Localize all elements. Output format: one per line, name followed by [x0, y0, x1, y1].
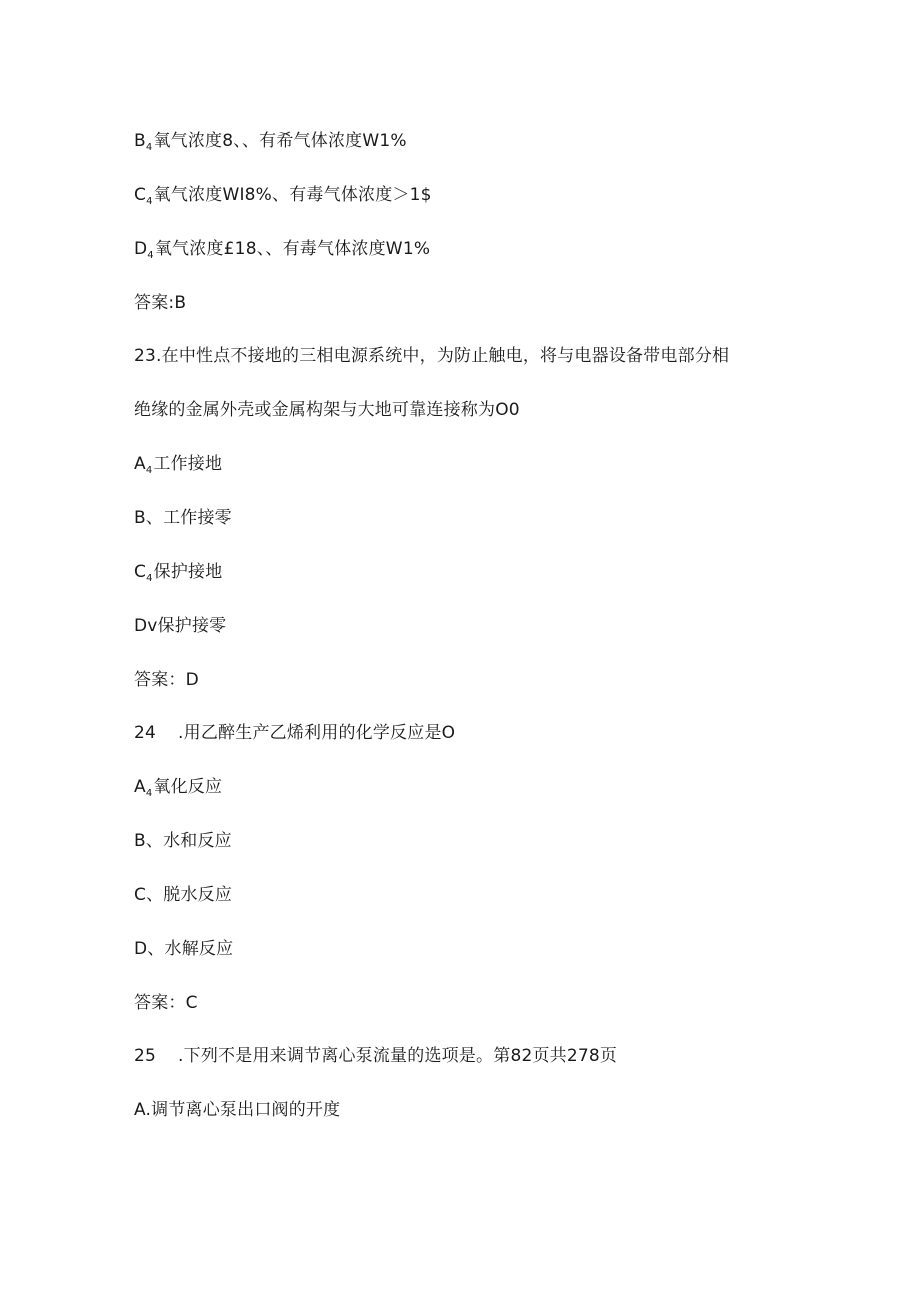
answer-q22: 答案:B: [134, 293, 187, 313]
option-c-q24: C、脱水反应: [134, 885, 233, 905]
option-text: 保护接地: [153, 562, 223, 582]
question-23-line-2: 绝缘的金属外壳或金属构架与大地可靠连接称为O0: [134, 400, 520, 420]
option-letter: A: [134, 777, 146, 797]
option-mark: 4: [147, 250, 154, 261]
question-25: [134, 1046, 617, 1066]
option-mark: 4: [146, 196, 153, 207]
option-letter: C: [134, 562, 147, 582]
option-text: 氧气浓度WI8%、有毒气体浓度＞1$: [153, 185, 432, 205]
question-24: [134, 723, 455, 743]
option-b-q24: B、水和反应: [134, 831, 232, 851]
option-text: 工作接地: [153, 454, 223, 474]
option-letter: D: [134, 239, 148, 259]
option-text: 氧气浓度£18、、有毒气体浓度W1%: [154, 239, 431, 259]
option-d-q24: D、水解反应: [134, 939, 234, 959]
answer-q24: 答案：C: [134, 993, 198, 1013]
option-text: 氧气浓度8、、有希气体浓度W1%: [153, 131, 407, 151]
option-b-q22: [134, 131, 407, 154]
option-d-q23: Dv保护接零: [134, 616, 227, 636]
option-letter: A: [134, 454, 146, 474]
option-b-q23: B、工作接零: [134, 508, 232, 528]
option-a-q25: A.调节离心泵出口阀的开度: [134, 1100, 341, 1120]
option-d-q22: [134, 239, 430, 262]
option-mark: 4: [146, 573, 153, 584]
question-23-line-1: 23.在中性点不接地的三相电源系统中，为防止触电，将与电器设备带电部分相: [134, 346, 730, 366]
option-a-q23: [134, 454, 222, 477]
option-c-q22: [134, 185, 432, 208]
option-mark: 4: [145, 465, 153, 476]
option-a-q24: [134, 777, 222, 800]
option-letter: C: [134, 185, 147, 205]
option-mark: 4: [145, 142, 153, 153]
option-text: 氧化反应: [153, 777, 223, 797]
option-letter: B: [134, 131, 146, 151]
option-mark: 4: [145, 788, 153, 799]
question-number: 24: [134, 723, 157, 743]
answer-q23: 答案：D: [134, 670, 199, 690]
option-c-q23: [134, 562, 222, 585]
question-text: .用乙醉生产乙烯利用的化学反应是O: [178, 723, 456, 743]
question-text: .下列不是用来调节离心泵流量的选项是。第82页共278页: [178, 1046, 618, 1066]
question-number: 25: [134, 1046, 157, 1066]
